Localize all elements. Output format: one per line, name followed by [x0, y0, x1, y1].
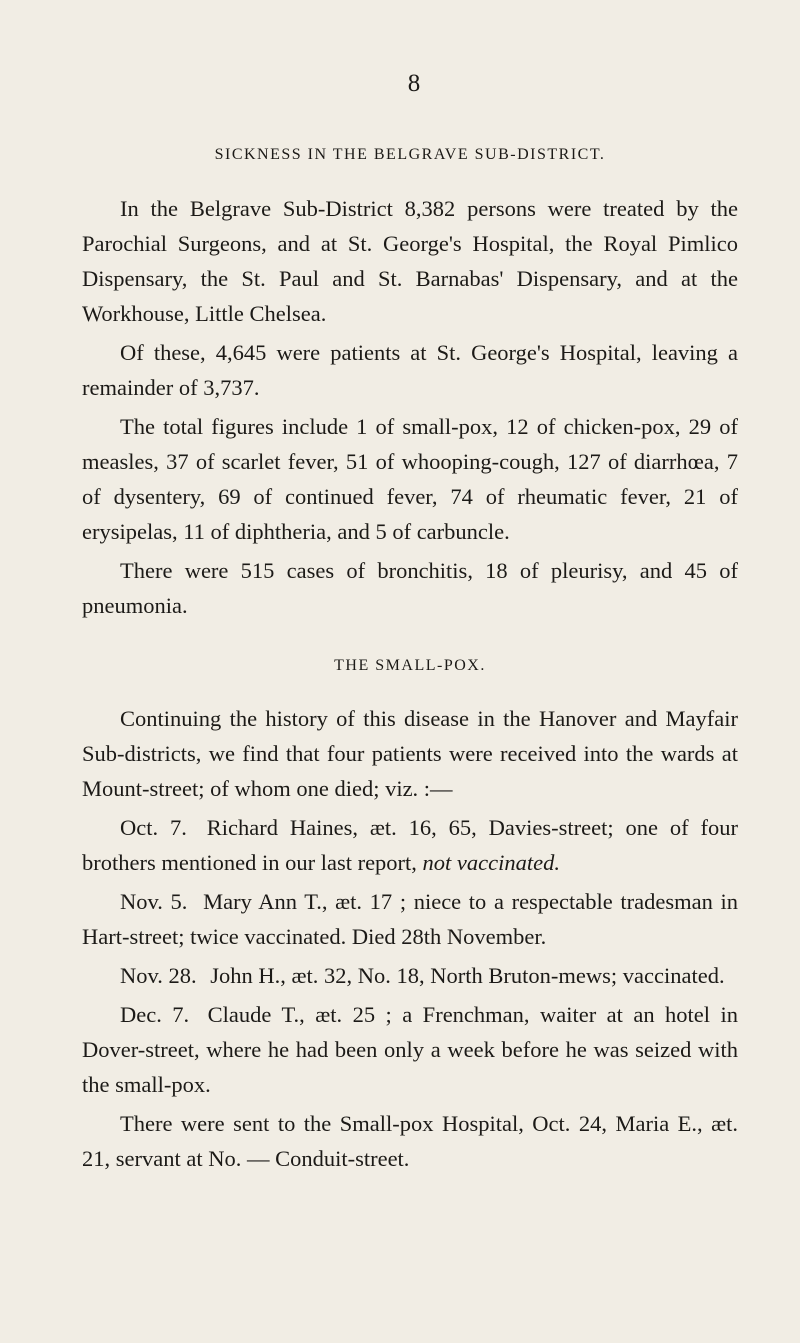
case-date: Nov. 5.	[120, 889, 188, 914]
case-entry	[82, 810, 738, 880]
section-heading-small-pox: THE SMALL-POX.	[334, 657, 486, 674]
case-text: Claude T., æt. 25 ; a Frenchman, waiter at an hotel in Dover-street, where he had been only a week before he was seized with the small-pox.	[82, 1002, 739, 1097]
paragraph-belgrave-treated: In the Belgrave Sub-District 8,382 persons were treated by the Parochial Surgeons, and at St. George's Hospital, the Royal Pimlico Dispensary, the St. Paul and St. Barnabas' Dispensary, and at the Workhouse, Little Chelsea.	[82, 196, 738, 326]
case-entry	[82, 958, 738, 993]
case-text: Mary Ann T., æt. 17 ; niece to a respectable tradesman in Hart-street; twice vaccinated. Died 28th November.	[82, 889, 739, 949]
section-heading-belgrave: SICKNESS IN THE BELGRAVE SUB-DISTRICT.	[214, 146, 606, 163]
case-emphasis: not vaccinated.	[422, 850, 560, 875]
paragraph-small-pox-intro: Continuing the history of this disease in the Hanover and Mayfair Sub-districts, we find that four patients were received into the wards at Mount-street; of whom one died; viz. :—	[82, 706, 738, 801]
case-entry	[82, 884, 738, 954]
document-page	[82, 70, 738, 1180]
case-text: Richard Haines, æt. 16, 65, Davies-street; one of four brothers mentioned in our last report,	[82, 815, 738, 875]
paragraph-respiratory-cases: There were 515 cases of bronchitis, 18 of pleurisy, and 45 of pneumonia.	[82, 558, 738, 618]
case-date: Oct. 7.	[120, 815, 187, 840]
case-date: Dec. 7.	[120, 1002, 190, 1027]
paragraph-small-pox-hospital: There were sent to the Small-pox Hospital, Oct. 24, Maria E., æt. 21, servant at No. — Conduit-street.	[82, 1111, 738, 1171]
paragraph-george-hospital-patients: Of these, 4,645 were patients at St. George's Hospital, leaving a remainder of 3,737.	[82, 340, 738, 400]
page-number: 8	[407, 70, 421, 97]
paragraph-disease-totals: The total figures include 1 of small-pox, 12 of chicken-pox, 29 of measles, 37 of scarlet fever, 51 of whooping-cough, 127 of diarrhœa, 7 of dysentery, 69 of continued fever, 74 of rheumatic fever, 21 of erysipelas, 11 of diphtheria, and 5 of carbuncle.	[82, 414, 738, 544]
case-date: Nov. 28.	[120, 963, 197, 988]
case-text: John H., æt. 32, No. 18, North Bruton-mews; vaccinated.	[210, 963, 725, 988]
case-entry	[82, 997, 738, 1102]
